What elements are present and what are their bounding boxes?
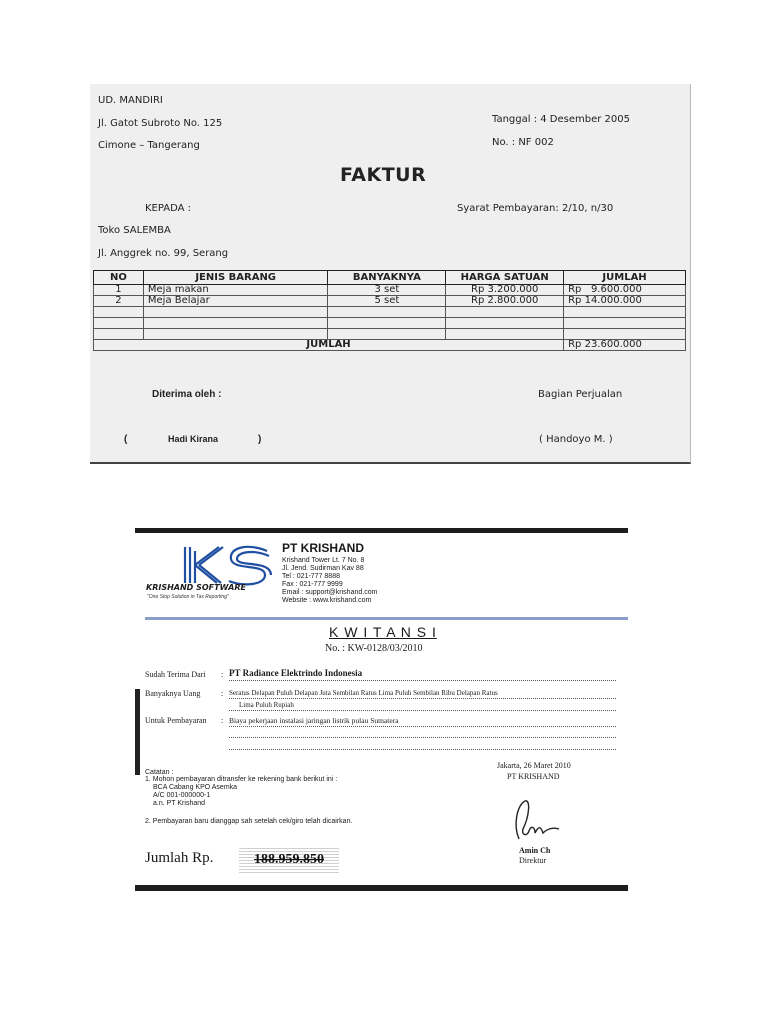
dotted-line xyxy=(229,726,616,727)
header-total: JUMLAH xyxy=(564,271,686,285)
total-label: JUMLAH xyxy=(94,340,564,351)
left-accent-bar xyxy=(135,689,140,775)
amount-value: 188.959.850 xyxy=(239,847,339,873)
dotted-line xyxy=(229,698,616,699)
amount-words-line-2: Lima Puluh Rupiah xyxy=(239,701,294,709)
table-row-empty xyxy=(94,307,686,318)
company-name: PT KRISHAND xyxy=(282,541,365,555)
logo-text: KRISHAND SOFTWARE xyxy=(146,583,246,592)
row-qty: 3 set xyxy=(328,285,446,296)
logo-tagline: "One Stop Solution in Tax Reporting" xyxy=(147,594,229,600)
purpose: Biaya pekerjaan instalasi jaringan listrik pulau Sumatera xyxy=(229,716,399,725)
seller-city: Cimone – Tangerang xyxy=(98,140,200,151)
place-date: Jakarta, 26 Maret 2010 xyxy=(497,761,571,770)
note-line-2: 2. Pembayaran baru dianggap sah setelah cek/giro telah dicairkan. xyxy=(145,818,353,825)
address-line: Krishand Tower Lt. 7 No. 8 xyxy=(282,557,365,564)
colon: : xyxy=(221,689,224,698)
table-total-row xyxy=(94,340,686,351)
dotted-line xyxy=(229,710,616,711)
header-price: HARGA SATUAN xyxy=(446,271,564,285)
note-line: A/C 001-000000-1 xyxy=(153,792,211,799)
row-item: Meja Belajar xyxy=(143,296,328,307)
sales-label: Bagian Perjualan xyxy=(538,389,623,400)
seller-address: Jl. Gatot Subroto No. 125 xyxy=(98,118,223,129)
receiver-open-paren: ( xyxy=(124,434,128,445)
received-from: PT Radiance Elektrindo Indonesia xyxy=(229,668,363,678)
row-price: Rp 2.800.000 xyxy=(446,296,564,307)
received-label: Diterima oleh : xyxy=(152,389,222,400)
address-line: Jl. Jend. Sudirman Kav 88 xyxy=(282,565,364,572)
invoice-date: Tanggal : 4 Desember 2005 xyxy=(492,114,630,125)
receiver-close-paren: ) xyxy=(258,434,262,445)
dotted-line xyxy=(229,737,616,738)
invoice-table xyxy=(93,270,686,351)
row-item: Meja makan xyxy=(143,285,328,296)
note-line: BCA Cabang KPO Asemka xyxy=(153,784,238,791)
header-item: JENIS BARANG xyxy=(143,271,328,285)
address-line: Website : www.krishand.com xyxy=(282,597,372,604)
seller-name: UD. MANDIRI xyxy=(98,95,163,106)
grand-total: Rp 23.600.000 xyxy=(564,340,686,351)
amount-words-line-1: Seratus Delapan Puluh Delapan Juta Sembilan Ratus Lima Puluh Sembilan Ribu Delapan Ratus xyxy=(229,689,498,697)
receiver-name: Hadi Kirana xyxy=(168,434,219,444)
dotted-line xyxy=(229,680,616,681)
seller-signature: ( Handoyo M. ) xyxy=(539,434,613,445)
row-total: Rp 14.000.000 xyxy=(564,296,686,307)
amount-words-label: Banyaknya Uang xyxy=(145,689,201,698)
header-qty: BANYAKNYA xyxy=(328,271,446,285)
address-line: Tel : 021-777 8888 xyxy=(282,573,340,580)
row-qty: 5 set xyxy=(328,296,446,307)
received-from-label: Sudah Terima Dari xyxy=(145,670,206,679)
purpose-label: Untuk Pembayaran xyxy=(145,716,207,725)
receipt-number: No. : KW-0128/03/2010 xyxy=(325,643,423,654)
invoice-number: No. : NF 002 xyxy=(492,137,554,148)
colon: : xyxy=(221,670,224,679)
signer-company: PT KRISHAND xyxy=(507,772,560,781)
payment-terms: Syarat Pembayaran: 2/10, n/30 xyxy=(457,203,614,214)
amount-label: Jumlah Rp. xyxy=(145,850,214,866)
signer-title: Direktur xyxy=(519,856,547,865)
buyer-address: Jl. Anggrek no. 99, Serang xyxy=(98,248,229,259)
row-no: 1 xyxy=(94,285,144,296)
receipt-title: K W I T A N S I xyxy=(329,624,437,640)
to-label: KEPADA : xyxy=(145,203,192,214)
header-divider xyxy=(145,617,628,620)
notes-title: Catatan : xyxy=(145,769,174,776)
row-price: Rp 3.200.000 xyxy=(446,285,564,296)
signature-icon xyxy=(509,795,565,845)
faktur-invoice xyxy=(90,84,691,464)
note-line: 1. Mohon pembayaran ditransfer ke rekening bank berikut ini : xyxy=(145,776,338,783)
invoice-title: FAKTUR xyxy=(340,164,427,186)
note-line: a.n. PT Krishand xyxy=(153,800,206,807)
row-no: 2 xyxy=(94,296,144,307)
table-row-empty xyxy=(94,329,686,340)
signer-name: Amin Ch xyxy=(519,846,551,855)
buyer-name: Toko SALEMBA xyxy=(98,225,171,236)
table-row xyxy=(94,285,686,296)
address-line: Fax : 021-777 9999 xyxy=(282,581,343,588)
dotted-line xyxy=(229,749,616,750)
header-no: NO xyxy=(94,271,144,285)
row-total: Rp 9.600.000 xyxy=(564,285,686,296)
krishand-logo-icon xyxy=(179,543,275,587)
table-header-row xyxy=(94,271,686,285)
table-row-empty xyxy=(94,318,686,329)
kwitansi-receipt xyxy=(135,528,628,891)
address-line: Email : support@krishand.com xyxy=(282,589,378,596)
colon: : xyxy=(221,716,224,725)
table-row xyxy=(94,296,686,307)
